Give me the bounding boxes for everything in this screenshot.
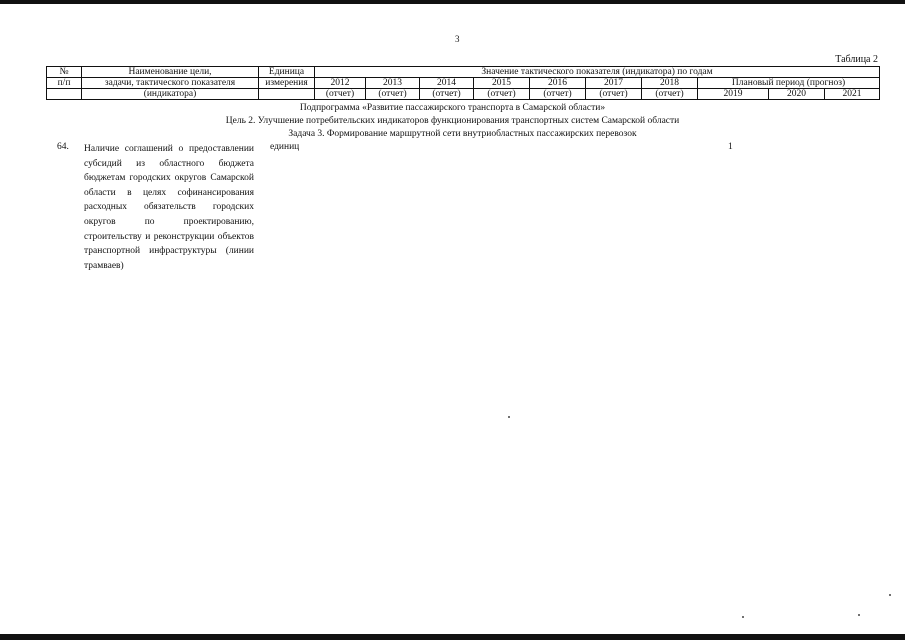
year-report: 2012 — [315, 78, 366, 89]
indicator-table-header — [46, 66, 880, 100]
header-name: Наименование цели, — [82, 67, 259, 78]
report-label: (отчет) — [315, 89, 366, 100]
subprogram-title: Подпрограмма «Развитие пассажирского транспорта в Самарской области» — [299, 103, 606, 113]
report-label: (отчет) — [586, 89, 642, 100]
scan-speck — [858, 614, 860, 616]
top-border — [0, 0, 905, 4]
header-unit: Единица — [259, 67, 315, 78]
plan-period-title: Плановый период (прогноз) — [698, 78, 880, 89]
header-values-title: Значение тактического показателя (индикатора) по годам — [315, 67, 880, 78]
indicator-unit: единиц — [270, 142, 300, 152]
report-label: (отчет) — [642, 89, 698, 100]
header-num-3 — [47, 89, 82, 100]
indicator-name: Наличие соглашений о предоставлении субсидий из областного бюджета бюджетам городских округов Самарской области в целях софинансирования расходных обязательств городских округов по проектированию, строительству и реконструкции объектов транспортной инфраструктуры (линии трамваев) — [84, 144, 254, 271]
year-plan: 2021 — [825, 89, 880, 100]
report-label: (отчет) — [474, 89, 530, 100]
header-unit-3 — [259, 89, 315, 100]
task-title: Задача 3. Формирование маршрутной сети внутриобластных пассажирских перевозок — [288, 129, 637, 139]
goal-title: Цель 2. Улучшение потребительских индикаторов функционирования транспортных систем Самарской области — [225, 116, 680, 126]
report-label: (отчет) — [366, 89, 420, 100]
year-report: 2018 — [642, 78, 698, 89]
page-number: 3 — [455, 34, 460, 44]
table-label: Таблица 2 — [835, 54, 878, 65]
header-name-2: задачи, тактического показателя — [82, 78, 259, 89]
bottom-border — [0, 634, 905, 640]
year-plan: 2020 — [769, 89, 825, 100]
year-plan: 2019 — [698, 89, 769, 100]
report-label: (отчет) — [420, 89, 474, 100]
header-num: № — [47, 67, 82, 78]
year-report: 2014 — [420, 78, 474, 89]
header-name-3: (индикатора) — [82, 89, 259, 100]
indicator-value: 1 — [728, 142, 733, 152]
header-unit-2: измерения — [259, 78, 315, 89]
row-number: 64. — [57, 142, 69, 152]
year-report: 2016 — [530, 78, 586, 89]
header-num-2: п/п — [47, 78, 82, 89]
year-report: 2015 — [474, 78, 530, 89]
scan-speck — [742, 616, 744, 618]
report-label: (отчет) — [530, 89, 586, 100]
scan-speck — [508, 416, 510, 418]
year-report: 2017 — [586, 78, 642, 89]
year-report: 2013 — [366, 78, 420, 89]
scan-speck — [889, 594, 891, 596]
